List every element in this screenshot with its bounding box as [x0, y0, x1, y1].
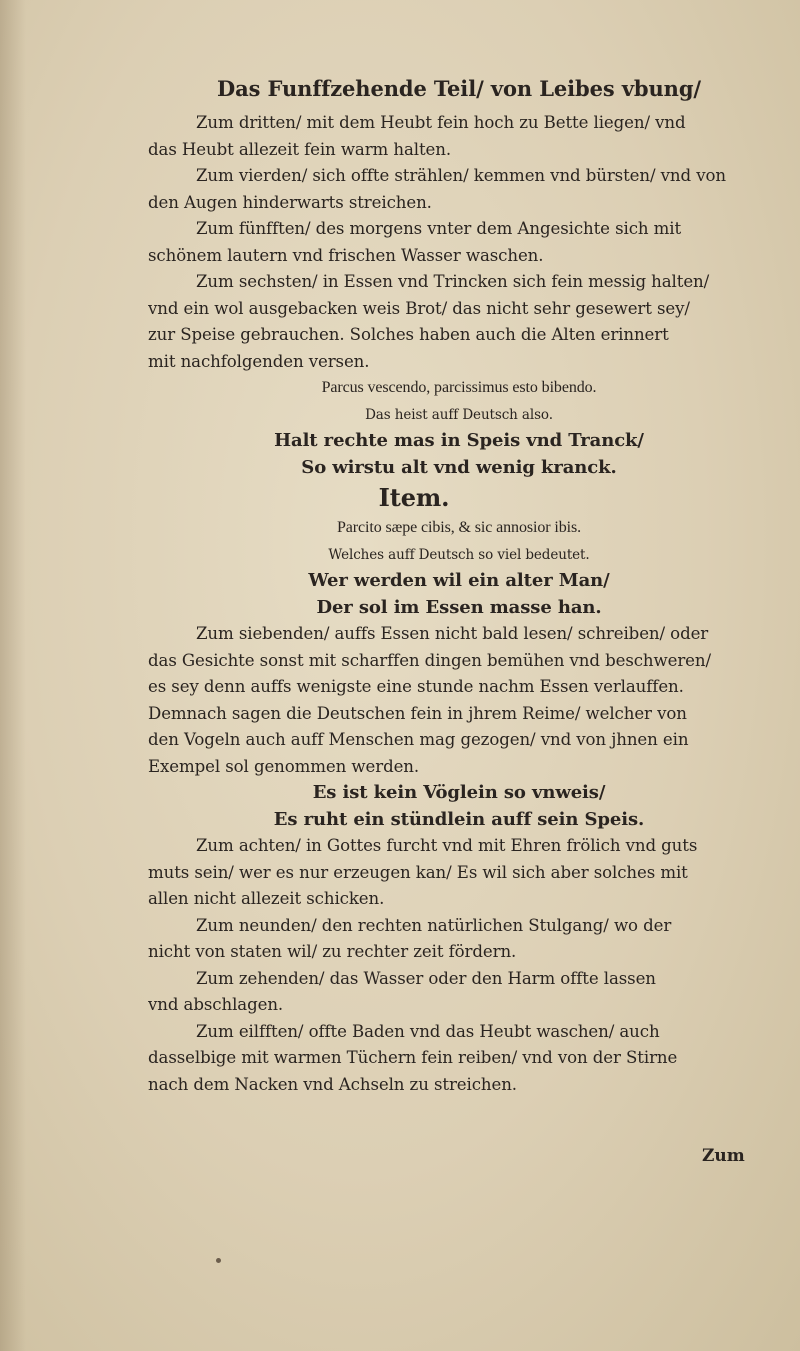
text-line: Zum neunden/ den rechten natürlichen Stulgang/ wo der	[196, 915, 672, 935]
text-line: den Vogeln auch auff Menschen mag gezogen/ vnd von jhnen ein	[148, 730, 689, 749]
text-line: Zum eilfften/ offte Baden vnd das Heubt waschen/ auch	[196, 1021, 660, 1041]
translation-note: Das heist auff Deutsch also.	[365, 406, 553, 423]
translation-note: Welches auff Deutsch so viel bedeutet.	[328, 546, 590, 563]
verse-line: So wirstu alt vnd wenig kranck.	[301, 456, 617, 478]
text-line: das Heubt allezeit fein warm halten.	[148, 139, 451, 159]
page-edge-shadow	[0, 0, 26, 1351]
paragraph-tenth	[148, 966, 770, 1019]
text-line: muts sein/ wer es nur erzeugen kan/ Es wil sich aber solches mit	[148, 862, 688, 882]
text-line: Zum sechsten/ in Essen vnd Trincken sich fein messig halten/	[196, 272, 710, 291]
text-line: allen nicht allezeit schicken.	[148, 889, 385, 908]
text-line: Zum zehenden/ das Wasser oder den Harm offte lassen	[196, 968, 656, 988]
verse-line: Der sol im Essen masse han.	[316, 596, 602, 618]
text-line: Zum vierden/ sich offte strählen/ kemmen vnd bürsten/ vnd von	[196, 166, 726, 185]
running-head: Das Funffzehende Teil/ von Leibes vbung/	[217, 76, 701, 101]
text-line: zur Speise gebrauchen. Solches haben auch die Alten erinnert	[148, 325, 669, 344]
text-line: nach dem Nacken vnd Achseln zu streichen.	[148, 1074, 517, 1094]
text-line: schönem lautern vnd frischen Wasser waschen.	[148, 245, 544, 265]
verse-line: Es ruht ein stündlein auff sein Speis.	[273, 808, 645, 830]
paragraph-eleventh	[148, 1019, 770, 1099]
text-line: Zum fünfften/ des morgens vnter dem Angesichte sich mit	[196, 219, 682, 238]
verse-line: Halt rechte mas in Speis vnd Tranck/	[274, 430, 644, 451]
item-heading: Item.	[378, 483, 450, 512]
catchword: Zum	[702, 1146, 745, 1166]
text-line: den Augen hinderwarts streichen.	[148, 192, 432, 212]
text-line: vnd abschlagen.	[148, 995, 284, 1014]
latin-verse: Parcus vescendo, parcissimus esto bibendo.	[321, 379, 597, 396]
paragraph-third	[148, 110, 770, 163]
verse-line: Wer werden wil ein alter Man/	[308, 570, 610, 591]
paper-speck	[216, 1258, 221, 1263]
paragraph-sixth	[148, 269, 770, 375]
text-line: Demnach sagen die Deutschen fein in jhrem Reime/ welcher von	[148, 703, 687, 723]
verse-line: Es ist kein Vöglein so vnweis/	[312, 782, 606, 803]
text-line: Zum dritten/ mit dem Heubt fein hoch zu Bette liegen/ vnd	[196, 113, 686, 132]
text-line: Zum achten/ in Gottes furcht vnd mit Ehren frölich vnd guts	[196, 836, 698, 855]
text-line: mit nachfolgenden versen.	[148, 351, 370, 371]
paragraph-seventh	[148, 621, 770, 780]
text-line: dasselbige mit warmen Tüchern fein reiben/ vnd von der Stirne	[148, 1048, 678, 1067]
text-line: nicht von staten wil/ zu rechter zeit fördern.	[148, 942, 517, 961]
page-text	[148, 70, 770, 1098]
text-line: es sey denn auffs wenigste eine stunde nachm Essen verlauffen.	[148, 677, 684, 696]
text-line: vnd ein wol ausgebacken weis Brot/ das nicht sehr gesewert sey/	[148, 298, 690, 318]
text-line: Zum siebenden/ auffs Essen nicht bald lesen/ schreiben/ oder	[196, 624, 709, 643]
latin-verse: Parcito sæpe cibis, & sic annosior ibis.	[337, 519, 581, 536]
paragraph-fifth	[148, 216, 770, 269]
text-line: Exempel sol genommen werden.	[148, 756, 420, 776]
paragraph-eighth	[148, 833, 770, 913]
paragraph-fourth	[148, 163, 770, 216]
text-line: das Gesichte sonst mit scharffen dingen bemühen vnd beschweren/	[148, 650, 711, 670]
paragraph-ninth	[148, 913, 770, 966]
